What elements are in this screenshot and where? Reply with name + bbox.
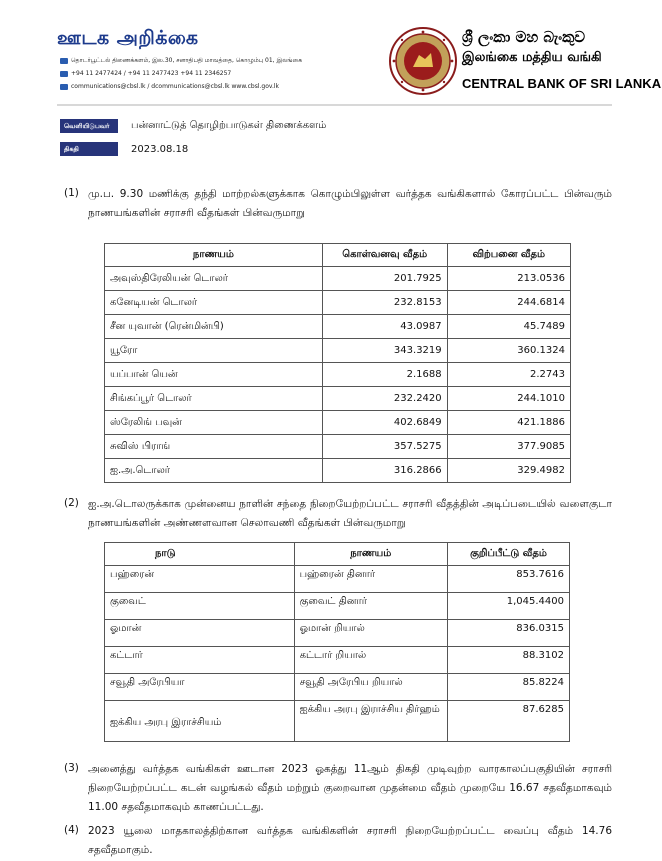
date-label: திகதி [60, 142, 118, 156]
para3-text: அனைத்து வர்த்தக வங்கிகள் ஊடான 2023 ஓகத்து 11ஆம் திகதி முடிவுற்ற வாரகாலப்பகுதியின் சராசரி நிறையேற்றப்பட்ட கடன் வழங்கல் வீதம் மற்றும் குறைவான முதன்மை வீதம் முறையே 16.67 சதவீதமாகவும் 11.00 சதவீதமாகவும் காணப்பட்டது. [88, 763, 612, 813]
para3-number: (3) [64, 762, 79, 774]
sell-rate-cell: 360.1324 [447, 339, 570, 363]
buy-rate-cell: 343.3219 [322, 339, 447, 363]
buy-rate-cell: 232.8153 [322, 291, 447, 315]
currency-cell: பஹ்ரைன் தினார் [294, 566, 447, 593]
sell-rate-cell: 45.7489 [447, 315, 570, 339]
issued-by-label: வெளியிடுபவர் [60, 119, 118, 133]
para4-text: 2023 யூலை மாதகாலத்திற்கான வர்த்தக வங்கிகளின் சராசரி நிறையேற்றப்பட்ட வைப்பு வீதம் 14.76 சதவீதமாகும். [88, 825, 612, 856]
sell-rate-cell: 377.9085 [447, 435, 570, 459]
issued-by-value: பன்னாட்டுத் தொழிற்பாடுகள் திணைக்களம் [131, 120, 327, 131]
header-reference-rate: குறிப்பீட்டு வீதம் [447, 543, 569, 566]
header-divider [57, 104, 612, 106]
para4-number: (4) [64, 824, 79, 836]
table-row [105, 363, 571, 387]
buy-rate-cell: 232.2420 [322, 387, 447, 411]
currency-cell: ஓமான் றியால் [294, 620, 447, 647]
currency-cell: குவைட் தினார் [294, 593, 447, 620]
table-row [105, 593, 570, 620]
buy-rate-cell: 357.5275 [322, 435, 447, 459]
rate-cell: 1,045.4400 [447, 593, 569, 620]
exchange-rates-table [104, 243, 571, 483]
bank-name-sinhala: ශ්‍රී ලංකා මහ බැංකුව [462, 28, 586, 46]
mail-icon [60, 58, 68, 64]
currency-cell: சீன யுவான் (ரென்மின்பி) [105, 315, 323, 339]
table-row [105, 291, 571, 315]
table-row [105, 435, 571, 459]
rate-cell: 87.6285 [447, 701, 569, 742]
table-row [105, 267, 571, 291]
currency-cell: யப்பான் யென் [105, 363, 323, 387]
table-row [105, 566, 570, 593]
table-row [105, 339, 571, 363]
header-buying-rate: கொள்வனவு வீதம் [322, 244, 447, 267]
table-row [105, 620, 570, 647]
currency-cell: கட்டார் றியால் [294, 647, 447, 674]
email-icon [60, 84, 68, 90]
bank-name-english: CENTRAL BANK OF SRI LANKA [462, 76, 662, 91]
contact-address: தொடர்பூட்டல் திணைக்களம், இல.30, சனாதிபதி மாவத்தை, கொழும்பு 01, இலங்கை [60, 57, 302, 65]
rate-cell: 88.3102 [447, 647, 569, 674]
country-cell: ஓமான் [105, 620, 295, 647]
sell-rate-cell: 2.2743 [447, 363, 570, 387]
country-cell: சவூதி அரேபியா [105, 674, 295, 701]
country-cell: கட்டார் [105, 647, 295, 674]
rate-cell: 836.0315 [447, 620, 569, 647]
media-release-brand: ஊடக அறிக்கை [57, 27, 199, 49]
cbsl-seal-logo [389, 27, 457, 95]
para2-number: (2) [64, 497, 79, 509]
buy-rate-cell: 43.0987 [322, 315, 447, 339]
sell-rate-cell: 244.6814 [447, 291, 570, 315]
header-currency: நாணயம் [105, 244, 323, 267]
rate-cell: 853.7616 [447, 566, 569, 593]
date-value: 2023.08.18 [131, 144, 189, 155]
header-selling-rate: விற்பனை வீதம் [447, 244, 570, 267]
currency-cell: சிங்கப்பூர் டொலர் [105, 387, 323, 411]
contact-phone: +94 11 2477424 / +94 11 2477423 +94 11 2346257 [60, 70, 231, 77]
currency-cell: கனேடியன் டொலர் [105, 291, 323, 315]
header-country: நாடு [105, 543, 295, 566]
buy-rate-cell: 2.1688 [322, 363, 447, 387]
buy-rate-cell: 316.2866 [322, 459, 447, 483]
table-row [105, 647, 570, 674]
country-cell: குவைட் [105, 593, 295, 620]
contact-email-web: communications@cbsl.lk / dcommunications@cbsl.lk www.cbsl.gov.lk [60, 83, 279, 90]
phone-icon [60, 71, 68, 77]
currency-cell: சவூதி அரேபிய றியால் [294, 674, 447, 701]
sell-rate-cell: 329.4982 [447, 459, 570, 483]
para1-text: மு.ப. 9.30 மணிக்கு தந்தி மாற்றல்களுக்காக கொழும்பிலுள்ள வர்த்தக வங்கிகளால் கோரப்பட்ட பின்வரும் நாணயங்களின் சராசரி வீதங்கள் பின்வருமாறு [88, 188, 612, 219]
table-row [105, 411, 571, 435]
currency-cell: அவுஸ்திரேலியன் டொலர் [105, 267, 323, 291]
rate-cell: 85.8224 [447, 674, 569, 701]
currency-cell: ஐக்கிய அரபு இராச்சிய திர்ஹம் [294, 701, 447, 742]
table-row [105, 459, 571, 483]
sell-rate-cell: 421.1886 [447, 411, 570, 435]
gulf-currency-rates-table [104, 542, 570, 742]
table-row [105, 701, 570, 742]
sell-rate-cell: 244.1010 [447, 387, 570, 411]
buy-rate-cell: 402.6849 [322, 411, 447, 435]
table-row [105, 387, 571, 411]
table-row [105, 674, 570, 701]
sell-rate-cell: 213.0536 [447, 267, 570, 291]
para1-number: (1) [64, 187, 79, 199]
currency-cell: ஸ்ரேலிங் பவுன் [105, 411, 323, 435]
currency-cell: யூரோ [105, 339, 323, 363]
table-header-row [105, 543, 570, 566]
para2-text: ஐ.அ.டொலருக்காக முன்னைய நாளின் சந்தை நிறையேற்றப்பட்ட சராசரி வீதத்தின் அடிப்படையில் வளைகுடா நாணயங்களின் அண்ணளவான செலாவணி வீதங்கள் பின்வருமாறு [88, 498, 612, 529]
bank-name-tamil: இலங்கை மத்திய வங்கி [462, 50, 602, 65]
country-cell: பஹ்ரைன் [105, 566, 295, 593]
currency-cell: சுவிஸ் பிராங் [105, 435, 323, 459]
buy-rate-cell: 201.7925 [322, 267, 447, 291]
table-row [105, 315, 571, 339]
currency-cell: ஐ.அ.டொலர் [105, 459, 323, 483]
country-cell: ஐக்கிய அரபு இராச்சியம் [105, 701, 295, 742]
header-currency: நாணயம் [294, 543, 447, 566]
table-header-row [105, 244, 571, 267]
